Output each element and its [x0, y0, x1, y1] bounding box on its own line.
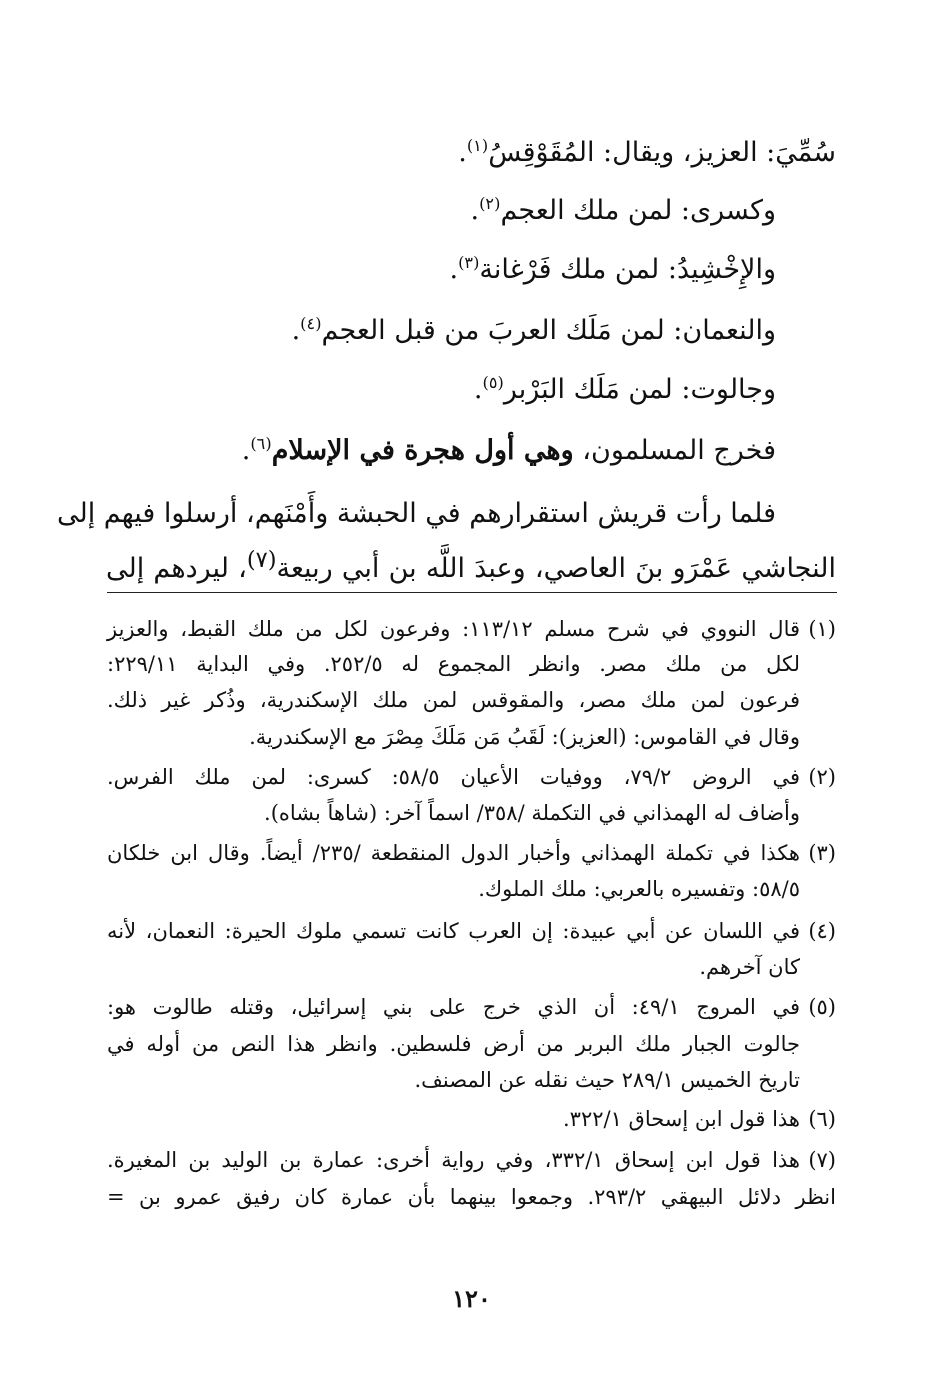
page-number: ١٢٠ — [452, 1284, 491, 1313]
footnote-5-number: (٥) — [808, 995, 836, 1019]
paragraph-line-1-text: فلما رأت قريش استقرارهم في الحبشة وأَمْنَهم، أرسلوا فيهم إلى — [56, 498, 776, 529]
period: . — [291, 315, 301, 346]
footnote-ref-7: (٧) — [246, 547, 277, 573]
footnote-2-line-1: في الروض ٧٩/٢، ووفيات الأعيان ٥٨/٥: كسرى: لمن ملك الفرس. — [107, 765, 800, 789]
footnote-separator — [107, 592, 837, 593]
main-line-5 — [474, 370, 776, 410]
footnote-5-line-3: تاريخ الخميس ٢٨٩/١ حيث نقله عن المصنف. — [414, 1068, 800, 1092]
footnote-1-line-3: فرعون لمن ملك مصر، والمقوقس لمن ملك الإسكندرية، وذُكر غير ذلك. — [107, 688, 800, 712]
footnote-6-number: (٦) — [808, 1107, 836, 1131]
footnote-1-line-2: لكل من ملك مصر. وانظر المجموع له ٢٥٢/٥. وفي البداية ٢٢٩/١١: — [107, 652, 800, 676]
footnote-3-number: (٣) — [808, 841, 836, 865]
main-line-4-text: والنعمان: لمن مَلَك العربَ من قبل العجم — [321, 315, 776, 346]
footnote-7-line-1: هذا قول ابن إسحاق ٣٣٢/١، وفي رواية أخرى: عمارة بن الوليد بن المغيرة. — [107, 1148, 800, 1172]
main-line-2-text: وكسرى: لمن ملك العجم — [500, 195, 776, 226]
main-line-6-bold-text: وهي أول هجرة في الإسلام — [271, 435, 574, 466]
footnote-ref-4: (٤) — [300, 314, 322, 333]
footnote-ref-5: (٥) — [482, 373, 504, 392]
paragraph-line-1 — [56, 494, 836, 534]
main-line-3 — [449, 250, 776, 290]
footnote-ref-2: (٢) — [479, 194, 501, 213]
footnote-3-line-1: هكذا في تكملة الهمذاني وأخبار الدول المنقطعة /٢٣٥/ أيضاً. وقال ابن خلكان — [107, 841, 801, 865]
footnote-3-line-2: ٥٨/٥: وتفسيره بالعربي: ملك الملوك. — [478, 877, 800, 901]
main-line-1-text: سُمِّيَ: العزيز، ويقال: المُقَوْقِسُ — [488, 137, 836, 168]
main-line-3-text: والإِخْشِيدُ: لمن ملك فَرْغانة — [479, 254, 776, 285]
footnote-4-line-1: في اللسان عن أبي عبيدة: إن العرب كانت تسمي ملوك الحيرة: النعمان، لأنه — [107, 919, 800, 943]
paragraph-line-2-text-b: ، ليردهم إلى — [106, 553, 247, 584]
footnote-7-line-2: انظر دلائل البيهقي ٢٩٣/٢. وجمعوا بينهما بأن عمارة كان رفيق عمرو بن = — [107, 1185, 836, 1209]
paragraph-line-2-text-a: النجاشي عَمْرَو بنَ العاصي، وعبدَ اللَّه بن أبي ربيعة — [276, 553, 836, 584]
footnote-6-line-1: هذا قول ابن إسحاق ٣٢٢/١. — [562, 1107, 800, 1131]
footnote-ref-6: (٦) — [250, 434, 272, 453]
footnote-4-number: (٤) — [808, 919, 836, 943]
footnote-2-line-2: وأضاف له الهمذاني في التكملة /٣٥٨/ اسماً آخر: (شاهاً بشاه). — [264, 801, 800, 825]
footnote-1-number: (١) — [808, 617, 836, 641]
period: . — [470, 195, 480, 226]
main-line-2 — [470, 191, 776, 231]
footnote-7-number: (٧) — [808, 1148, 836, 1172]
period: . — [241, 435, 251, 466]
period: . — [458, 137, 467, 168]
footnote-ref-1: (١) — [466, 136, 489, 155]
footnote-5-line-2: جالوت الجبار ملك البربر من أرض فلسطين. وانظر هذا النص من أوله في — [107, 1032, 800, 1056]
period: . — [473, 374, 483, 405]
main-line-6 — [242, 431, 776, 471]
footnote-1-line-1: قال النووي في شرح مسلم ١١٣/١٢: وفرعون لكل من ملك القبط، والعزيز — [107, 617, 801, 641]
footnote-1-line-4: وقال في القاموس: (العزيز): لَقَبُ مَن مَلَكَ مِصْرَ مع الإسكندرية. — [249, 725, 800, 749]
footnote-4-line-2: كان آخرهم. — [699, 955, 800, 979]
footnote-5-line-1: في المروج ٤٩/١: أن الذي خرج على بني إسرائيل، وقتله طالوت هو: — [107, 995, 800, 1019]
main-line-4 — [292, 311, 776, 351]
paragraph-line-2 — [106, 540, 836, 589]
footnote-ref-3: (٣) — [458, 253, 480, 272]
main-line-1 — [458, 133, 836, 173]
period: . — [449, 254, 459, 285]
main-line-5-text: وجالوت: لمن مَلَك البَرْبر — [503, 374, 776, 405]
footnote-2-number: (٢) — [808, 765, 836, 789]
main-line-6-text: فخرج المسلمون، — [573, 435, 776, 466]
